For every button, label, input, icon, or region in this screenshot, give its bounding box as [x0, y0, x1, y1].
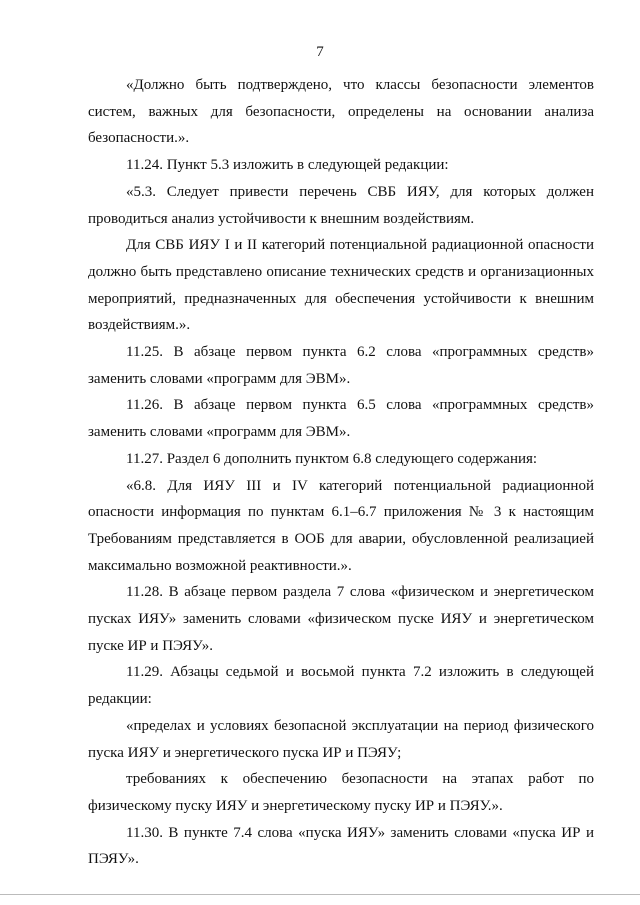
paragraph: 11.30. В пункте 7.4 слова «пуска ИЯУ» заменить словами «пуска ИР и ПЭЯУ». — [88, 824, 594, 868]
page-number: 7 — [316, 44, 324, 60]
paragraph: 11.26. В абзаце первом пункта 6.5 слова «программных средств» заменить словами «программ для ЭВМ». — [88, 397, 594, 441]
paragraph: 11.24. Пункт 5.3 изложить в следующей редакции: — [126, 157, 449, 174]
paragraph: 11.25. В абзаце первом пункта 6.2 слова «программных средств» заменить словами «программ для ЭВМ». — [88, 344, 594, 387]
document-body — [88, 72, 594, 873]
paragraph: «6.8. Для ИЯУ III и IV категорий потенциальной радиационной опасности информация по пунктам 6.1–6.7 приложения № 3 к настоящим Требованиям представляется в ООБ для аварии, обусловленной реализацией максимально возможной реактивности.». — [88, 477, 594, 574]
paragraph: «Должно быть подтверждено, что классы безопасности элементов систем, важных для безопасности, определены на основании анализа безопасности.». — [88, 77, 594, 147]
paragraph: «пределах и условиях безопасной эксплуатации на период физического пуска ИЯУ и энергетического пуска ИР и ПЭЯУ; — [88, 717, 594, 761]
paragraph: Для СВБ ИЯУ I и II категорий потенциальной радиационной опасности должно быть представлено описание технических средств и организационных мероприятий, предназначенных для обеспечения устойчивости к внешним воздействиям.». — [88, 237, 594, 334]
paragraph: требованиях к обеспечению безопасности на этапах работ по физическому пуску ИЯУ и энергетическому пуску ИР и ПЭЯУ.». — [88, 771, 594, 814]
bottom-divider — [0, 894, 640, 895]
paragraph: 11.28. В абзаце первом раздела 7 слова «физическом и энергетическом пусках ИЯУ» заменить словами «физическом пуске ИЯУ и энергетическом пуске ИР и ПЭЯУ». — [88, 584, 594, 654]
paragraph: 11.27. Раздел 6 дополнить пунктом 6.8 следующего содержания: — [126, 450, 538, 467]
paragraph: 11.29. Абзацы седьмой и восьмой пункта 7.2 изложить в следующей редакции: — [88, 664, 594, 708]
paragraph: «5.3. Следует привести перечень СВБ ИЯУ, для которых должен проводиться анализ устойчивости к внешним воздействиям. — [88, 183, 594, 227]
